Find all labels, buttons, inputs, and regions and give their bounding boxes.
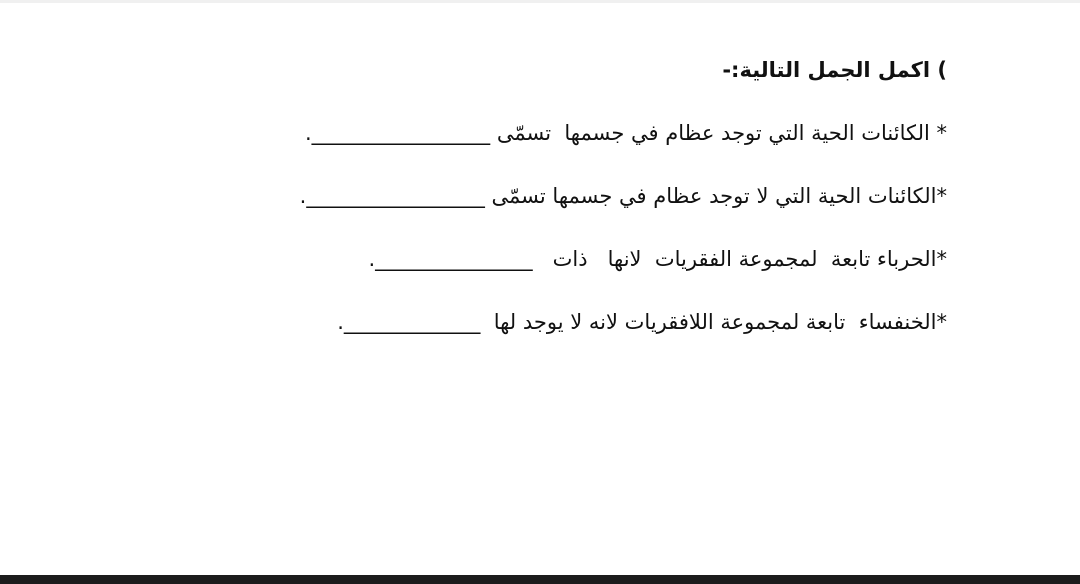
bottom-bar — [0, 575, 1080, 584]
sentence-line-3: *الحرباء تابعة لمجموعة الفقريات لانها ذات _______________. — [368, 247, 947, 271]
sentence-line-1: * الكائنات الحية التي توجد عظام في جسمها تسمّى _________________. — [304, 121, 947, 145]
top-border — [0, 0, 1080, 3]
sentence-line-2: *الكائنات الحية التي لا توجد عظام في جسمها تسمّى _________________. — [299, 184, 947, 208]
worksheet-heading: ) اكمل الجمل التالية:- — [722, 58, 947, 82]
sentence-line-4: *الخنفساء تابعة لمجموعة اللافقريات لانه لا يوجد لها _____________. — [337, 310, 947, 334]
